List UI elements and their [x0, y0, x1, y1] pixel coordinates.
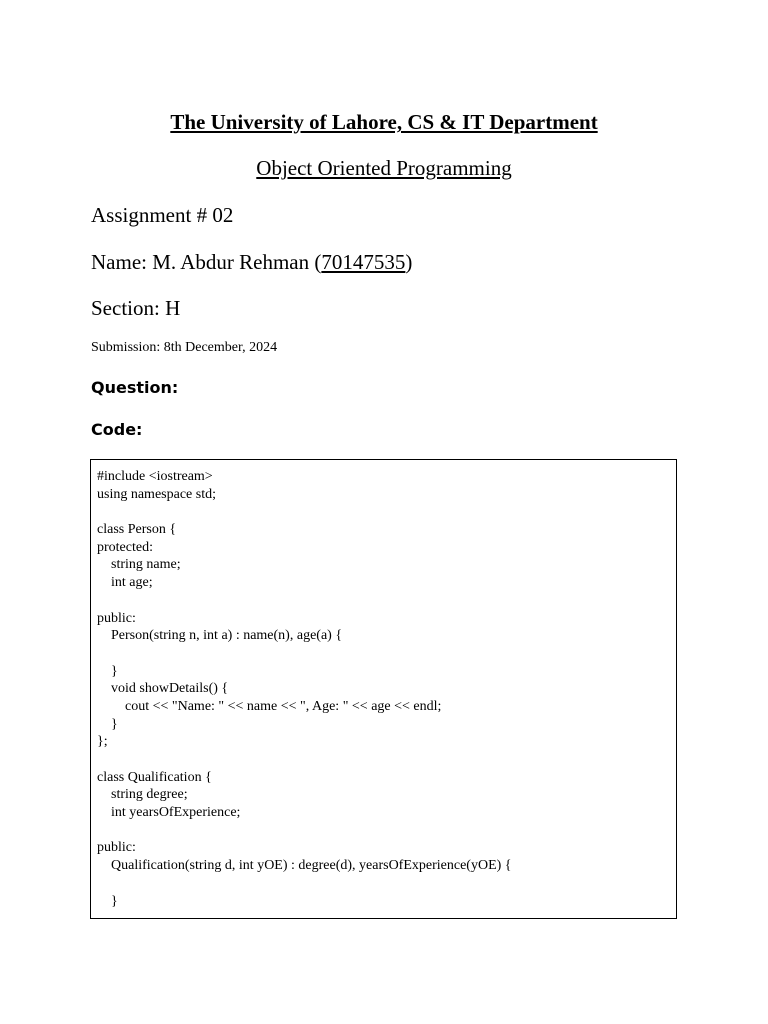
code-line: public:: [97, 840, 136, 856]
code-line: void showDetails() {: [97, 681, 229, 697]
document-title: The University of Lahore, CS & IT Department: [170, 110, 598, 134]
code-line: protected:: [97, 539, 153, 555]
code-line: [97, 645, 512, 663]
code-line: #include <iostream>: [97, 469, 213, 484]
student-name-line: [91, 250, 412, 275]
code-lines: [97, 468, 512, 910]
code-line: class Qualification {: [97, 769, 212, 785]
section-line: Section: H: [91, 296, 181, 320]
code-line: [97, 822, 512, 840]
code-line: }: [97, 893, 118, 909]
code-heading: Code:: [91, 420, 143, 439]
submission-date: Submission: 8th December, 2024: [91, 340, 278, 355]
question-heading: Question:: [91, 378, 179, 397]
code-line: string name;: [97, 557, 181, 573]
code-line: [97, 751, 512, 769]
code-line: cout << "Name: " << name << ", Age: " << age << endl;: [97, 698, 442, 714]
code-line: [97, 592, 512, 610]
code-line: Person(string n, int a) : name(n), age(a) {: [97, 628, 343, 644]
code-block: [90, 459, 677, 919]
code-line: using namespace std;: [97, 486, 216, 502]
code-line: }: [97, 716, 118, 732]
code-line: int yearsOfExperience;: [97, 805, 241, 821]
course-title: Object Oriented Programming: [256, 156, 512, 180]
code-line: [97, 503, 512, 521]
code-line: public:: [97, 610, 136, 626]
assignment-number: Assignment # 02: [91, 203, 234, 227]
code-line: string degree;: [97, 787, 188, 803]
student-name: Name: M. Abdur Rehman (: [91, 250, 322, 274]
code-line: int age;: [97, 575, 153, 591]
student-id: 70147535: [321, 250, 406, 274]
code-line: Qualification(string d, int yOE) : degree(d), yearsOfExperience(yOE) {: [97, 858, 512, 874]
code-line: }: [97, 663, 118, 679]
code-line: [97, 875, 512, 893]
code-line: class Person {: [97, 522, 177, 538]
code-line: };: [97, 734, 108, 750]
student-name-close: ): [405, 250, 413, 274]
